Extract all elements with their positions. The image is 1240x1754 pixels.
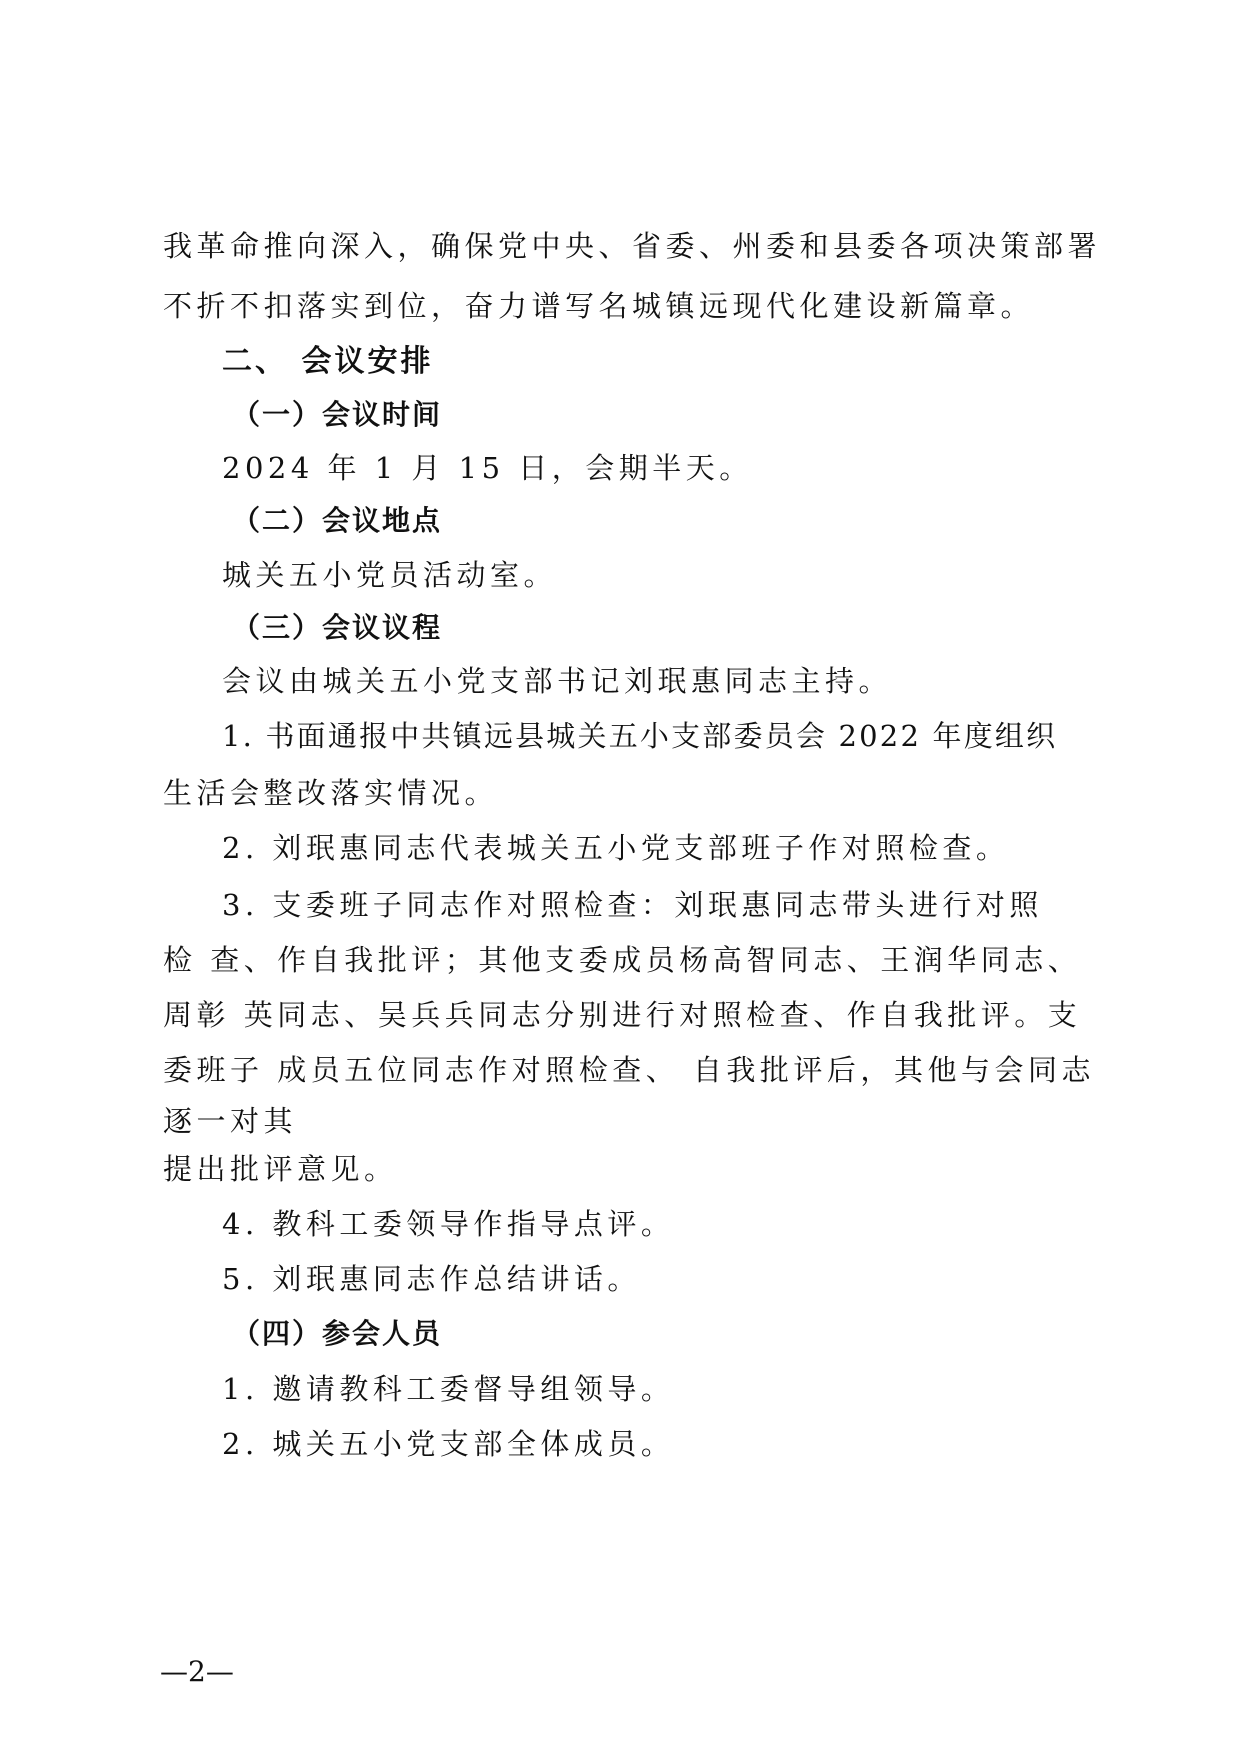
agenda-item-3-cont: 提出批评意见。 [163, 1152, 398, 1186]
subheading-agenda: （三）会议议程 [232, 611, 443, 644]
attendee-item-2: 2. 城关五小党支部全体成员。 [222, 1427, 675, 1461]
agenda-item-3-cont: 周彰 英同志、吴兵兵同志分别进行对照检查、作自我批评。支 [163, 998, 1082, 1032]
body-text-line: 城关五小党员活动室。 [222, 558, 558, 592]
agenda-item-1-cont: 生活会整改落实情况。 [163, 776, 499, 810]
subheading-time: （一）会议时间 [232, 398, 443, 431]
agenda-item-3-cont: 逐一对其 [163, 1104, 298, 1138]
agenda-item-2: 2. 刘珉惠同志代表城关五小党支部班子作对照检查。 [222, 831, 1010, 865]
agenda-item-5: 5. 刘珉惠同志作总结讲话。 [222, 1262, 641, 1296]
subheading-attendees: （四）参会人员 [232, 1317, 443, 1350]
attendee-item-1: 1. 邀请教科工委督导组领导。 [222, 1372, 675, 1406]
page-number: —2— [160, 1655, 234, 1688]
agenda-item-1: 1. 书面通报中共镇远县城关五小支部委员会 2022 年度组织 [222, 719, 1058, 753]
body-text-line: 不折不扣落实到位，奋力谱写名城镇远现代化建设新篇章。 [163, 289, 1035, 323]
body-text-line: 会议由城关五小党支部书记刘珉惠同志主持。 [222, 664, 893, 698]
body-text-line: 我革命推向深入，确保党中央、省委、州委和县委各项决策部署 [163, 229, 1102, 263]
agenda-item-3-cont: 检 查、作自我批评；其他支委成员杨高智同志、王润华同志、 [163, 943, 1082, 977]
subheading-place: （二）会议地点 [232, 504, 443, 537]
body-text-line: 2024 年 1 月 15 日，会期半天。 [222, 451, 753, 485]
agenda-item-3: 3. 支委班子同志作对照检查：刘珉惠同志带头进行对照 [222, 888, 1043, 922]
section-heading-meeting: 二、 会议安排 [222, 344, 434, 379]
agenda-item-4: 4. 教科工委领导作指导点评。 [222, 1207, 675, 1241]
agenda-item-3-cont: 委班子 成员五位同志作对照检查、 自我批评后，其他与会同志 [163, 1053, 1095, 1087]
